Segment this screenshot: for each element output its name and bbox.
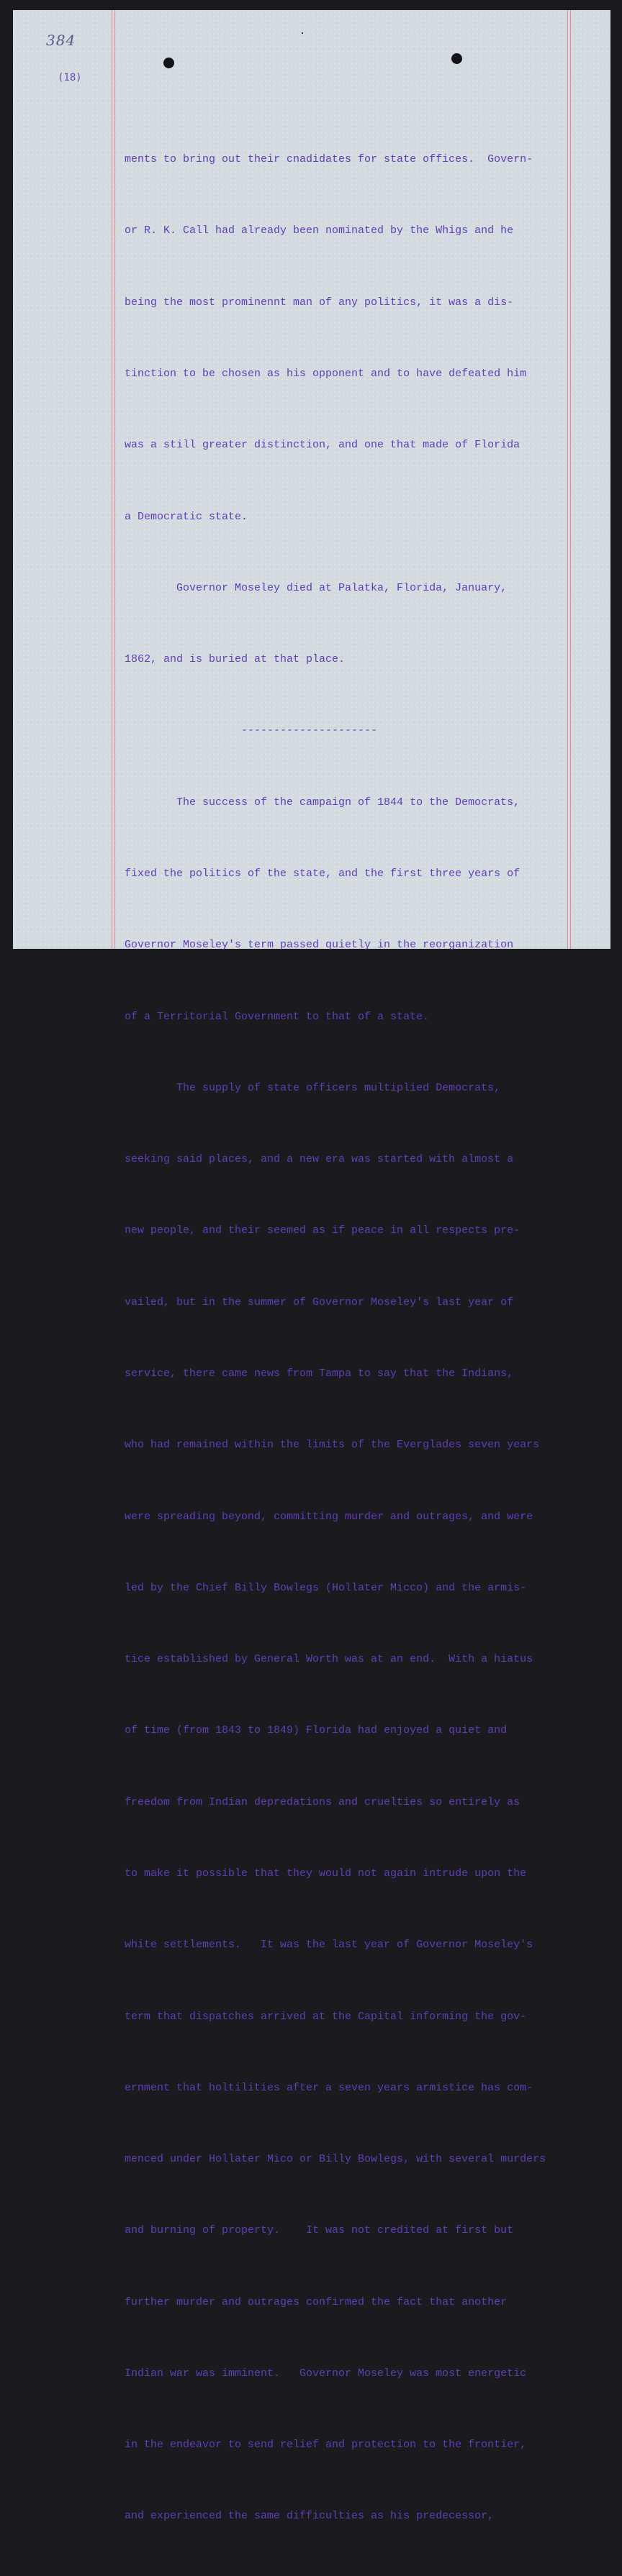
text-line: further murder and outrages confirmed the fact that another (125, 2295, 508, 2308)
typewritten-body (125, 100, 592, 2576)
text-line: to make it possible that they would not again intrude upon the (125, 1867, 527, 1880)
text-line: The success of the campaign of 1844 to the Democrats, (125, 796, 520, 809)
handwritten-folio-number: 384 (46, 32, 76, 49)
text-line: seeking said places, and a new era was started with almost a (125, 1153, 514, 1166)
text-line: and experienced the same difficulties as his predecessor, (125, 2510, 495, 2523)
text-line: a Democratic state. (125, 510, 248, 523)
punch-hole-left (163, 58, 174, 68)
paper-sheet (13, 10, 610, 2523)
text-line: of a Territorial Government to that of a state. (125, 1010, 430, 1023)
text-line: freedom from Indian depredations and cruelties so entirely as (125, 1796, 520, 1808)
text-line: in the endeavor to send relief and protection to the frontier, (125, 2439, 527, 2452)
text-line: of time (from 1843 to 1849) Florida had enjoyed a quiet and (125, 1724, 508, 1737)
text-line: tinction to be chosen as his opponent and to have defeated him (125, 368, 527, 381)
text-line: and burning of property. It was not credited at first but (125, 2224, 514, 2237)
text-line: was a still greater distinction, and one that made of Florida (125, 439, 520, 452)
text-line: Governor Moseley's term passed quietly in the reorganization (125, 939, 514, 952)
text-line: new people, and their seemed as if peace in all respects pre- (125, 1224, 520, 1237)
text-line: The supply of state officers multiplied Democrats, (125, 1081, 501, 1094)
text-line: or R. K. Call had already been nominated by the Whigs and he (125, 224, 514, 237)
ink-speck (302, 32, 303, 34)
text-line: 1862, and is buried at that place. (125, 653, 346, 666)
text-line: who had remained within the limits of the Everglades seven years (125, 1439, 540, 1452)
text-line: tice established by General Worth was at an end. With a hiatus (125, 1653, 533, 1666)
left-margin-rule-inner (114, 10, 115, 949)
text-line: term that dispatches arrived at the Capital informing the gov- (125, 2010, 527, 2023)
text-line: service, there came news from Tampa to say that the Indians, (125, 1367, 514, 1380)
text-line: Governor Moseley died at Palatka, Florida, January, (125, 581, 508, 594)
text-line: menced under Hollater Mico or Billy Bowlegs, with several murders (125, 2153, 546, 2166)
text-line: being the most prominennt man of any politics, it was a dis- (125, 296, 514, 309)
text-line: white settlements. It was the last year of Governor Moseley's (125, 1939, 533, 1952)
text-line: vailed, but in the summer of Governor Moseley's last year of (125, 1296, 514, 1309)
text-line: fixed the politics of the state, and the first three years of (125, 868, 520, 880)
text-line: ments to bring out their cnadidates for state offices. Govern- (125, 153, 533, 166)
text-line: were spreading beyond, committing murder and outrages, and were (125, 1510, 533, 1523)
section-divider: --------------------- (125, 724, 378, 737)
punch-hole-right (451, 53, 462, 64)
text-line: led by the Chief Billy Bowlegs (Hollater Micco) and the armis- (125, 1581, 527, 1594)
text-line: Indian war was imminent. Governor Moseley was most energetic (125, 2367, 527, 2380)
text-line: ernment that holtilities after a seven years armistice has com- (125, 2081, 533, 2094)
page-number: (18) (58, 72, 82, 83)
